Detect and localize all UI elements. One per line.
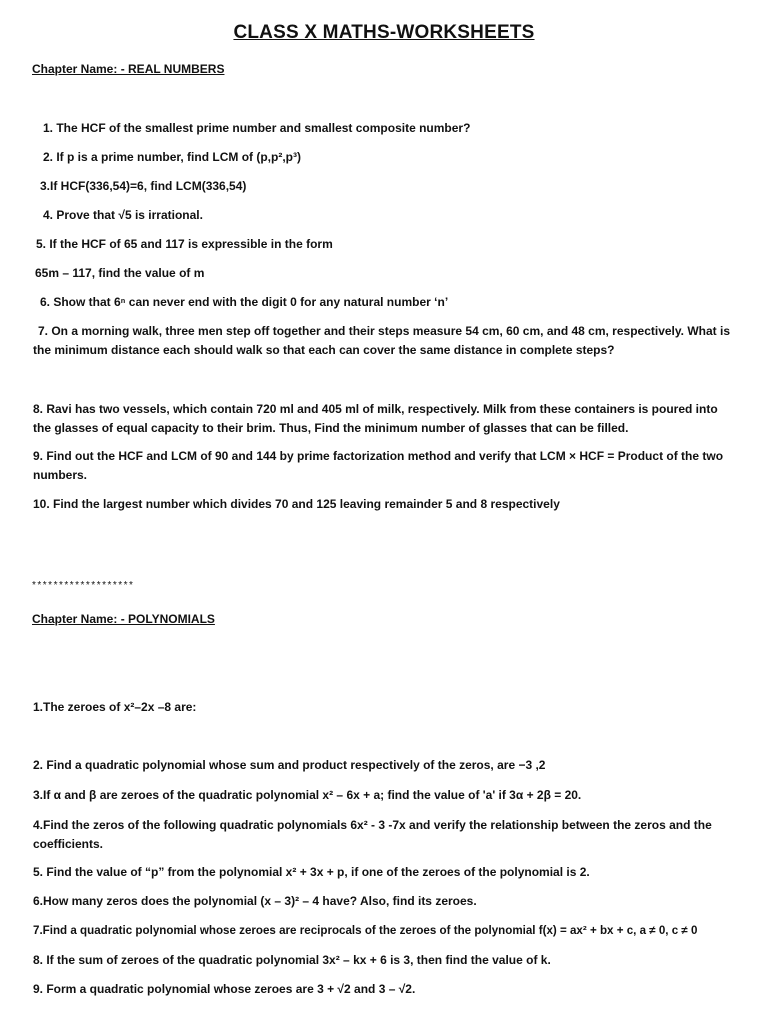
question-poly-5: 5. Find the value of “p” from the polynomial x² + 3x + p, if one of the zeroes of the polynomial is 2. xyxy=(33,865,590,879)
chapter-heading-real-numbers: Chapter Name: - REAL NUMBERS xyxy=(32,62,225,76)
question-real-8: 8. Ravi has two vessels, which contain 720 ml and 405 ml of milk, respectively. Milk from these containers is poured into the glasses of equal capacity to their brim. Thus, Find the minimum number of glasses that can be filled. xyxy=(33,402,718,435)
question-real-5: 5. If the HCF of 65 and 117 is expressible in the form xyxy=(36,237,333,251)
question-real-4: 4. Prove that √5 is irrational. xyxy=(43,208,203,222)
question-real-5-continued: 65m – 117, find the value of m xyxy=(35,266,205,280)
question-poly-6: 6.How many zeros does the polynomial (x – 3)² – 4 have? Also, find its zeroes. xyxy=(33,894,477,908)
question-real-6: 6. Show that 6ⁿ can never end with the digit 0 for any natural number ‘n’ xyxy=(40,295,449,309)
question-real-9: 9. Find out the HCF and LCM of 90 and 144 by prime factorization method and verify that LCM × HCF = Product of the two numbers. xyxy=(33,449,724,482)
question-poly-7: 7.Find a quadratic polynomial whose zeroes are reciprocals of the zeroes of the polynomial f(x) = ax² + bx + c, a ≠ 0, c ≠ 0 xyxy=(33,924,698,937)
question-real-2: 2. If p is a prime number, find LCM of (p,p²,p³) xyxy=(43,150,301,164)
question-poly-1: 1.The zeroes of x²–2x –8 are: xyxy=(33,700,197,714)
page-title: CLASS X MATHS-WORKSHEETS xyxy=(233,22,535,43)
section-separator: ******************* xyxy=(32,580,135,591)
question-poly-2: 2. Find a quadratic polynomial whose sum and product respectively of the zeros, are −3 ,2 xyxy=(33,758,546,772)
question-real-1: 1. The HCF of the smallest prime number and smallest composite number? xyxy=(43,121,471,135)
question-poly-3: 3.If α and β are zeroes of the quadratic polynomial x² – 6x + a; find the value of 'a' if 3α + 2β = 20. xyxy=(33,788,582,802)
question-real-10: 10. Find the largest number which divides 70 and 125 leaving remainder 5 and 8 respectively xyxy=(33,497,560,511)
question-poly-9: 9. Form a quadratic polynomial whose zeroes are 3 + √2 and 3 – √2. xyxy=(33,982,416,996)
chapter-heading-polynomials: Chapter Name: - POLYNOMIALS xyxy=(32,612,215,626)
question-real-3: 3.If HCF(336,54)=6, find LCM(336,54) xyxy=(40,179,247,193)
question-poly-4: 4.Find the zeros of the following quadratic polynomials 6x² - 3 -7x and verify the relationship between the zeros and the coefficients. xyxy=(33,818,712,851)
question-poly-8: 8. If the sum of zeroes of the quadratic polynomial 3x² – kx + 6 is 3, then find the value of k. xyxy=(33,953,551,967)
question-real-7: 7. On a morning walk, three men step off together and their steps measure 54 cm, 60 cm, and 48 cm, respectively. What is the minimum distance each should walk so that each can cover the same distance in complete steps? xyxy=(33,324,731,357)
